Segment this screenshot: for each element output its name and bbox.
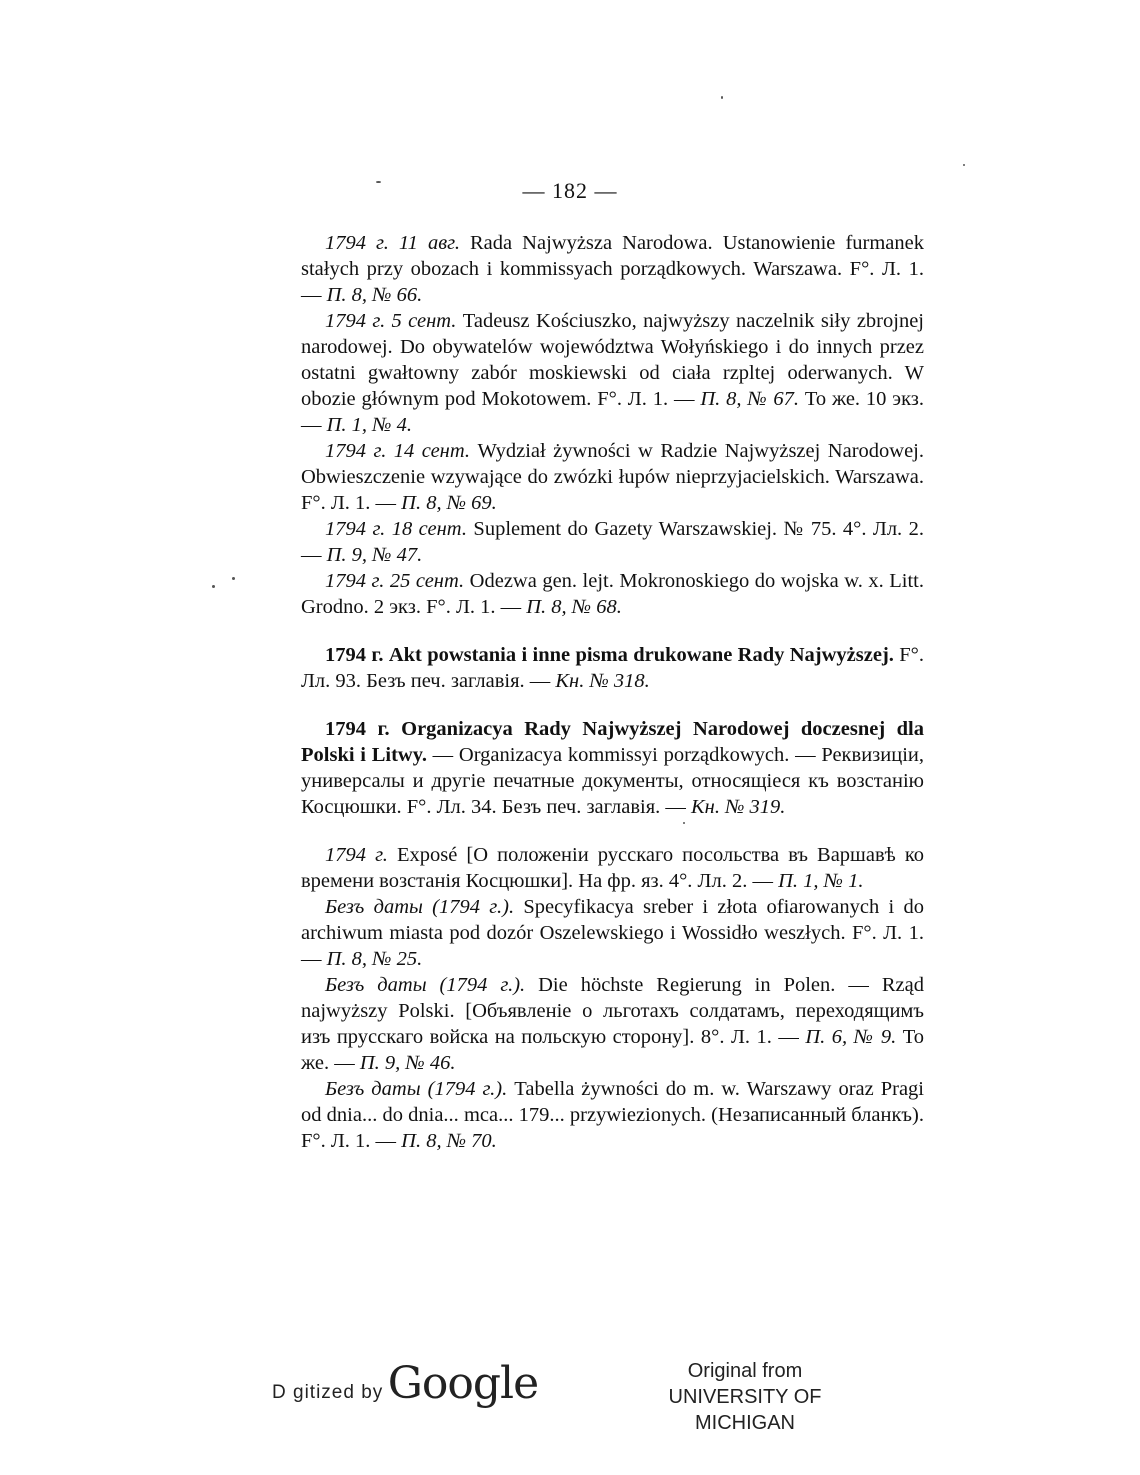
entry-date: Безъ даты (1794 г.). (325, 896, 515, 918)
entry-text: F°. Лл. 93. Безъ печ. заглавія. — (301, 644, 924, 692)
entry-ref: П. 8, № 69. (401, 492, 497, 514)
entry-text: Tabella żywności do m. w. Warszawy oraz Pragi od dnia... do dnia... mca... 179... przywiezionych. (Незаписанный бланкъ). F°. Л. 1. — (301, 1078, 924, 1152)
entry-date: 1794 г. 14 сент. (325, 440, 471, 462)
entry-ref: П. 1, № 1. (778, 870, 864, 892)
entry-3 (301, 438, 924, 516)
bold-entry-1 (301, 642, 924, 694)
entry-ref: П. 9, № 47. (326, 544, 423, 566)
entry-ref: П. 8, № 67. (700, 388, 799, 410)
entry-date: 1794 г. (325, 844, 388, 866)
entry-ref: П. 9, № 46. (359, 1052, 456, 1074)
entry-date: 1794 г. 25 сент. (325, 570, 465, 592)
entry-text: То же. — (301, 1026, 925, 1074)
entry-text: Exposé [О положеніи русскаго посольства въ Варшавѣ ко времени возстанія Косцюшки]. На фр. яз. 4°. Лл. 2. — (301, 844, 924, 892)
entry-text: Die höchste Regierung in Polen. — Rząd najwyższy Polski. [Объявленіе о льготахъ солдатамъ, переходящимъ изъ прусскаго войска на польскую сторону]. 8°. Л. 1. — (301, 974, 924, 1048)
entry-text: Wydział żywności w Radzie Najwyższej Narodowej. Obwieszczenie wzywające do zwózki łupów nieprzyjacielskich. Warszawa. F°. Л. 1. — (301, 440, 924, 514)
institution-name: UNIVERSITY OF MICHIGAN (668, 1386, 822, 1434)
entry-2 (301, 308, 924, 438)
entry-date: Безъ даты (1794 г.). (325, 974, 526, 996)
entry-date: Безъ даты (1794 г.). (325, 1078, 508, 1100)
entry-ref: П. 8, № 25. (326, 948, 423, 970)
entry-ref: П. 1, № 4. (326, 414, 413, 436)
scan-speck (683, 822, 685, 824)
late-entry-2 (301, 894, 924, 972)
entry-ref: П. 8, № 70. (401, 1130, 497, 1152)
entry-text: То же. 10 экз. — (301, 388, 925, 436)
scan-speck (232, 577, 235, 580)
entry-text: Specyfikacya sreber i złota ofiarowanych i do archiwum miasta pod dozór Oszelewskiego i Wossidło weszłych. F°. Л. 1. — (301, 896, 924, 970)
entry-text: Suplement do Gazety Warszawskiej. № 75. 4°. Лл. 2. — (301, 518, 924, 566)
entry-4 (301, 516, 924, 568)
original-source (620, 1358, 870, 1436)
late-entry-1 (301, 842, 924, 894)
page-number: — 182 — (522, 178, 618, 203)
entry-ref: Кн. № 319. (691, 796, 786, 818)
entry-text: Tadeusz Kościuszko, najwyższy naczelnik siły zbrojnej narodowej. Do obywatelów województwa Wołyńskiego i do innych przez ostatni gwałtowny zabór moskiewski od ciała rzpltej oderwanych. W obozie głównym pod Mokotowem. F°. Л. 1. — (301, 310, 924, 410)
digitized-by-google (272, 1358, 538, 1408)
entry-date: 1794 г. 18 сент. (325, 518, 467, 540)
entry-text: — Organizacya kommissyi porządkowych. — Реквизиціи, универсалы и другіе печатные документы, относящіеся къ возстанію Косцюшки. F°. Лл. 34. Безъ печ. заглавія. — (301, 744, 924, 818)
entry-date: 1794 г. 11 авг. (325, 232, 460, 254)
digitized-label: D gitized by (272, 1382, 384, 1403)
late-entry-4 (301, 1076, 924, 1154)
bold-entry-2 (301, 716, 924, 820)
entry-text: Odezwa gen. lejt. Mokronoskiego do wojska w. x. Litt. Grodno. 2 экз. F°. Л. 1. — (301, 570, 924, 618)
original-from-label: Original from (687, 1360, 803, 1382)
entry-ref: Кн. № 318. (555, 670, 650, 692)
entry-ref: П. 6, № 9. (805, 1026, 897, 1048)
google-logo: Google (387, 1358, 539, 1409)
entry-5 (301, 568, 924, 620)
entry-ref: П. 8, № 66. (326, 284, 423, 306)
scan-speck (376, 181, 381, 183)
late-entry-3 (301, 972, 924, 1076)
entry-ref: П. 8, № 68. (526, 596, 622, 618)
entry-1 (301, 230, 924, 308)
entry-date: 1794 г. 5 сент. (325, 310, 457, 332)
catalog-text (301, 230, 924, 1154)
entry-title: 1794 г. Akt powstania i inne pisma drukowane Rady Najwyższej. (325, 644, 894, 666)
entry-text: Rada Najwyższa Narodowa. Ustanowienie furmanek stałych przy obozach i kommissyach porządkowych. Warszawa. F°. Л. 1. — (301, 232, 924, 306)
scan-speck (963, 164, 965, 166)
entry-title: 1794 г. Organizacya Rady Najwyższej Narodowej doczesnej dla Polski i Litwy. (301, 718, 924, 766)
scan-speck (212, 585, 215, 588)
scan-speck (721, 96, 723, 99)
